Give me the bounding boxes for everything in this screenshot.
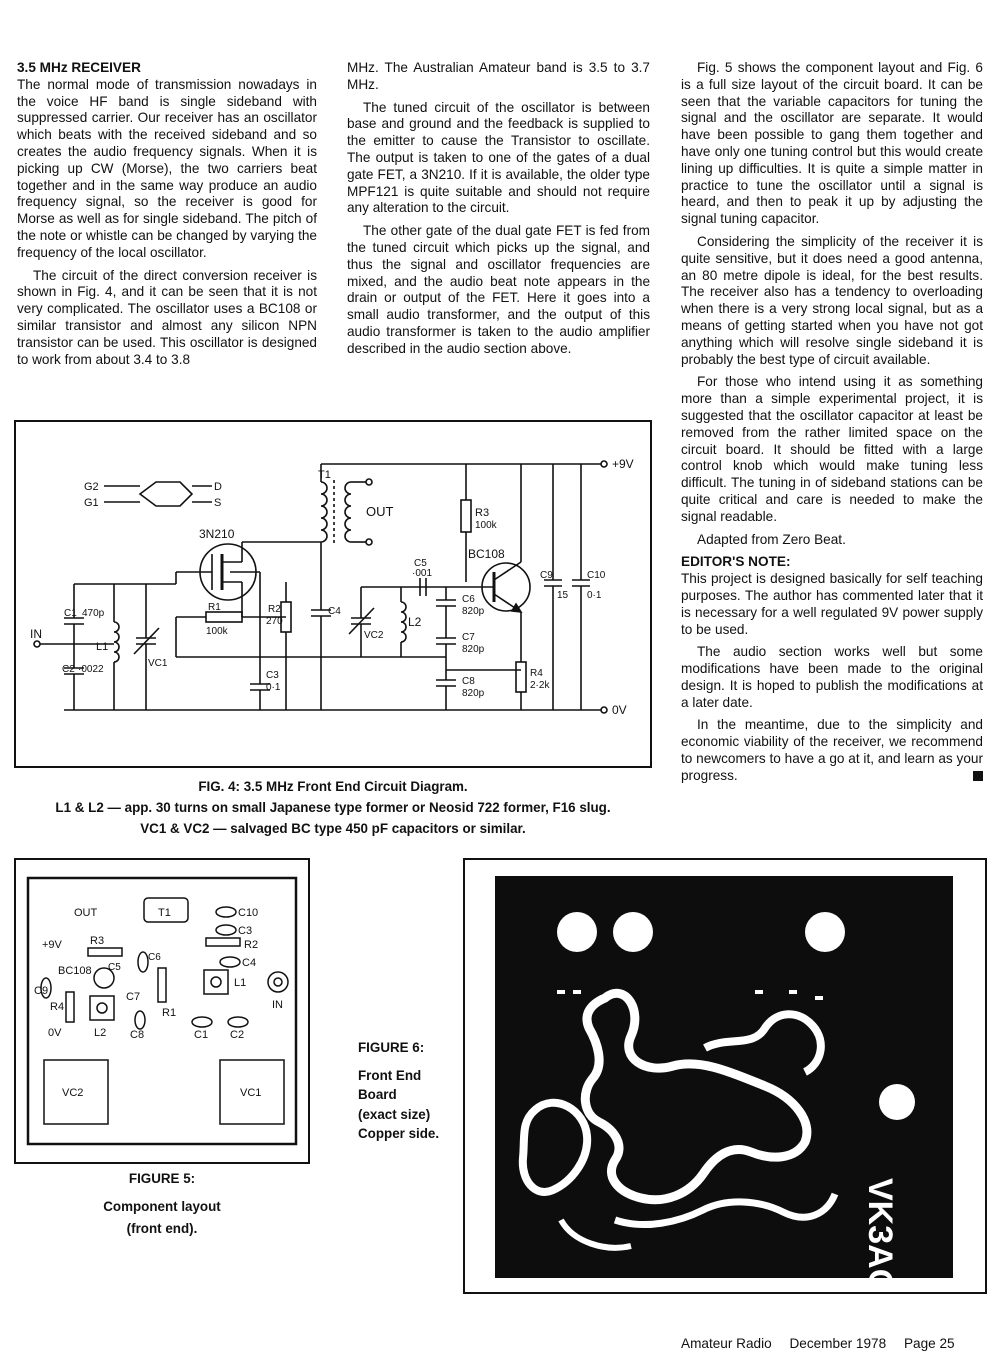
label-in: IN [30, 627, 42, 641]
label-c3: C3 [238, 925, 253, 937]
c4-footprint [220, 957, 240, 967]
paragraph: The normal mode of transmission nowadays in the voice HF band is single sideband with suppressed carrier. Our receiver has an oscillator which beats with the received sideband and so creates the audio frequency signals. When it is picking up CW (Morse), the two carriers beat together and in the same way produce an audio frequency signal, so the receiver is good for Morse as well as for single sideband. The pitch of the note or whistle can be changed by varying the frequency of the local oscillator. [17, 76, 317, 260]
label-c6: C6 [462, 594, 475, 605]
r2-footprint [206, 938, 240, 946]
label-l2: L2 [408, 615, 422, 629]
label-c1: C1 [194, 1029, 209, 1041]
capacitor-c10 [572, 464, 590, 710]
article-column-1 [17, 60, 317, 374]
paragraph: The other gate of the dual gate FET is fed from the tuned circuit which picks up the signal, and thus the signal and oscillator frequencies are mixed, and the audio beat note appears in the drain or output of the FET. Here it goes into a small audio transformer, and the output of this audio transformer is taken to the audio amplifier described in the audio section above. [347, 223, 650, 356]
label-r2: R2 [268, 604, 281, 615]
inductor-l2 [401, 587, 406, 657]
label-r4: R4 [50, 1001, 65, 1013]
capacitor-c7 [436, 632, 456, 670]
label-r1-value: 100k [206, 626, 228, 637]
fig5-caption [14, 1168, 310, 1240]
fig4-caption-line: L1 & L2 — app. 30 turns on small Japanese type former or Neosid 722 former, F16 slug. [55, 800, 611, 815]
circuit-diagram [16, 422, 650, 766]
fet-3n210 [176, 542, 321, 662]
label-c5: C5 [414, 558, 427, 569]
label-r1: R1 [162, 1007, 177, 1019]
l2-footprint [90, 996, 114, 1020]
capacitor-c2 [64, 644, 84, 710]
paragraph: Considering the simplicity of the receiver it is quite sensitive, but it does need a good antenna, an 80 metre dipole is ideal, for the best results. The receiver also has a tendency to overloading when there is a very strong local signal, but as a means of getting started when you have not got anything which will resolve single sideband it is probably the best type of circuit available. [681, 233, 983, 367]
label-l1: L1 [96, 641, 109, 653]
component-layout [16, 860, 308, 1162]
label-r3: R3 [90, 935, 105, 947]
label-c5-value: ·001 [412, 568, 433, 579]
l2-slug [97, 1003, 107, 1013]
label-3n210: 3N210 [199, 527, 235, 541]
label-0v: 0V [612, 703, 627, 717]
in-socket [268, 972, 288, 992]
label-out: OUT [366, 504, 394, 519]
paragraph: Fig. 5 shows the component layout and Fig. 6 is a full size layout of the circuit board. It can be seen that the variable capacitors for tuning the signal and the oscillator are separate. It would have been possible to gang them together and have only one tuning control but this would create lining up difficulties. It is quite a simple matter in practice to tune the oscillator until a signal is heard, and then to peak it up by adjusting the signal tuning capacitor. [681, 60, 983, 227]
paragraph: The audio section works well but some modifications have been made to the original design. It is hoped to publish the modifications at a later date. [681, 644, 983, 710]
label-c7-value: 820p [462, 644, 485, 655]
label-r1: R1 [208, 602, 221, 613]
paragraph: MHz. The Australian Amateur band is 3.5 to 3.7 MHz. [347, 60, 650, 92]
label-l2: L2 [94, 1027, 107, 1039]
label-c9-value: 15 [557, 590, 569, 601]
paragraph: For those who intend using it as something more than a simple experimental project, it is suggested that the oscillator capacitor at least be removed from the rather limited space on the circuit board. It should be fitted with a large control knob which would make tuning less difficult. The tuning in of sideband stations can be quite critical and care is needed to make the signal readable. [681, 374, 983, 524]
c10-footprint [216, 907, 236, 917]
paragraph: The circuit of the direct conversion receiver is shown in Fig. 4, and it can be seen that it is not very complicated. The oscillator uses a BC108 or similar transistor and almost any silicon NPN transistor can be used. This oscillator is designed to work from about 3.4 to 3.8 [17, 267, 317, 367]
label-r2: R2 [244, 939, 259, 951]
paragraph: The tuned circuit of the oscillator is between base and ground and the feedback is supplied to the emitter to cause the Transistor to oscillate. The output is taken to one of the gates of a dual gate FET, a 3N210. If it is available, the older type MPF121 is quite suitable and should not require any alteration to the circuit. [347, 99, 650, 216]
label-c4: C4 [328, 606, 341, 617]
article-column-3 [681, 60, 983, 791]
label-g2: G2 [84, 481, 99, 493]
fig6-caption [358, 1038, 458, 1144]
article-heading: 3.5 MHz RECEIVER [17, 60, 141, 75]
fig6-caption-line: (exact size) [358, 1106, 431, 1122]
label-t1: T1 [318, 469, 331, 481]
label-c4: C4 [242, 957, 257, 969]
label-c8-value: 820p [462, 688, 485, 699]
circuit-diagram-figure [14, 420, 652, 768]
fig6-caption-line: Board [358, 1087, 397, 1102]
in-socket-hole [274, 978, 282, 986]
transformer-t1 [321, 464, 372, 587]
page-footer [681, 1336, 991, 1351]
label-plus9v: +9V [42, 939, 62, 951]
label-c7: C7 [462, 632, 475, 643]
fig6-caption-line: Front End [358, 1067, 422, 1083]
editor-note-heading: EDITOR'S NOTE: [681, 554, 791, 570]
label-l1: L1 [234, 977, 247, 989]
paragraph-text: In the meantime, due to the simplicity and economic viability of the receiver, we recommend to newcomers to have a go at it, and learn as your progress. [681, 717, 983, 783]
label-c9: C9 [540, 570, 553, 581]
label-vc2: VC2 [364, 630, 384, 641]
label-vc1: VC1 [148, 658, 168, 669]
transistor-bc108 [466, 464, 530, 662]
label-c2: C2 [62, 664, 75, 675]
board-mark-vk3aoh: VK3AOH [861, 1178, 899, 1292]
label-r3-value: 100k [475, 520, 497, 531]
fig4-caption-line: VC1 & VC2 — salvaged BC type 450 pF capacitors or similar. [140, 821, 526, 836]
c2-footprint [228, 1017, 248, 1027]
label-r2-value: 270 [266, 616, 283, 627]
label-c10: C10 [238, 907, 259, 919]
capacitor-c8 [436, 670, 456, 710]
label-c8: C8 [130, 1029, 145, 1041]
label-bc108: BC108 [58, 965, 92, 977]
label-vc1: VC1 [240, 1087, 262, 1099]
label-c1-value: 470p [82, 608, 105, 619]
fet-pinout-symbol [104, 482, 212, 506]
terminal-9v [601, 461, 607, 467]
label-s: S [214, 497, 222, 509]
resistor-r2 [281, 582, 291, 710]
label-c6: C6 [148, 952, 161, 963]
pcb-copper-side [465, 860, 985, 1292]
terminal-0v [601, 707, 607, 713]
label-c3: C3 [266, 670, 279, 681]
label-g1: G1 [84, 497, 99, 509]
capacitor-c6 [436, 587, 456, 632]
label-r4: R4 [530, 668, 543, 679]
article-column-2 [347, 60, 650, 364]
r3-footprint [88, 948, 122, 956]
capacitor-c9 [544, 464, 562, 710]
footer-magazine: Amateur Radio [681, 1336, 772, 1351]
inductor-l1 [114, 584, 119, 710]
resistor-r3 [461, 464, 471, 582]
component-layout-figure [14, 858, 310, 1164]
r4-footprint [66, 992, 74, 1022]
r1-footprint [158, 968, 166, 1002]
label-in: IN [272, 999, 283, 1011]
label-c10-value: 0·1 [587, 590, 602, 601]
label-r4-value: 2·2k [530, 680, 550, 691]
label-t1: T1 [158, 907, 171, 919]
pcb-copper-figure [463, 858, 987, 1294]
fig6-caption-line: FIGURE 6: [358, 1040, 425, 1055]
c1-footprint [192, 1017, 212, 1027]
label-c8: C8 [462, 676, 475, 687]
label-plus9v: +9V [612, 457, 634, 471]
fig5-caption-line: Component layout [103, 1199, 221, 1214]
end-mark-icon [973, 771, 983, 781]
label-c2-value: ·0022 [78, 664, 104, 675]
variable-capacitor-vc2 [349, 587, 374, 657]
label-c6-value: 820p [462, 606, 485, 617]
label-bc108: BC108 [468, 547, 505, 561]
label-c2: C2 [230, 1029, 245, 1041]
input-terminal [34, 641, 40, 647]
paragraph: This project is designed basically for self teaching purposes. The author has commented later that it is necessary for a well regulated 9V power supply to be used. [681, 571, 983, 637]
fig5-caption-line: (front end). [126, 1221, 198, 1236]
label-vc2: VC2 [62, 1087, 84, 1099]
variable-capacitor-vc1 [134, 584, 159, 710]
fig4-caption-line: FIG. 4: 3.5 MHz Front End Circuit Diagram. [198, 779, 468, 794]
label-c5: C5 [108, 962, 121, 973]
c3-footprint [216, 925, 236, 935]
fig6-caption-line: Copper side. [358, 1126, 440, 1141]
l1-slug [211, 977, 221, 987]
c6-footprint [138, 952, 148, 972]
label-c10: C10 [587, 570, 606, 581]
label-d: D [214, 481, 222, 493]
footer-page: Page 25 [903, 1336, 955, 1351]
label-c9: C9 [34, 985, 49, 997]
label-r3: R3 [475, 507, 490, 519]
label-c7: C7 [126, 991, 141, 1003]
label-0v: 0V [48, 1027, 62, 1039]
footer-issue: December 1978 [789, 1336, 887, 1351]
fig5-caption-line: FIGURE 5: [128, 1171, 196, 1186]
label-out: OUT [74, 907, 98, 919]
paragraph [681, 717, 983, 784]
label-c3-value: 0·1 [266, 682, 281, 693]
fig4-caption [0, 776, 666, 839]
c8-footprint [135, 1011, 145, 1029]
paragraph: Adapted from Zero Beat. [697, 531, 846, 547]
label-c1: C1 [64, 608, 77, 619]
l1-footprint [204, 970, 228, 994]
